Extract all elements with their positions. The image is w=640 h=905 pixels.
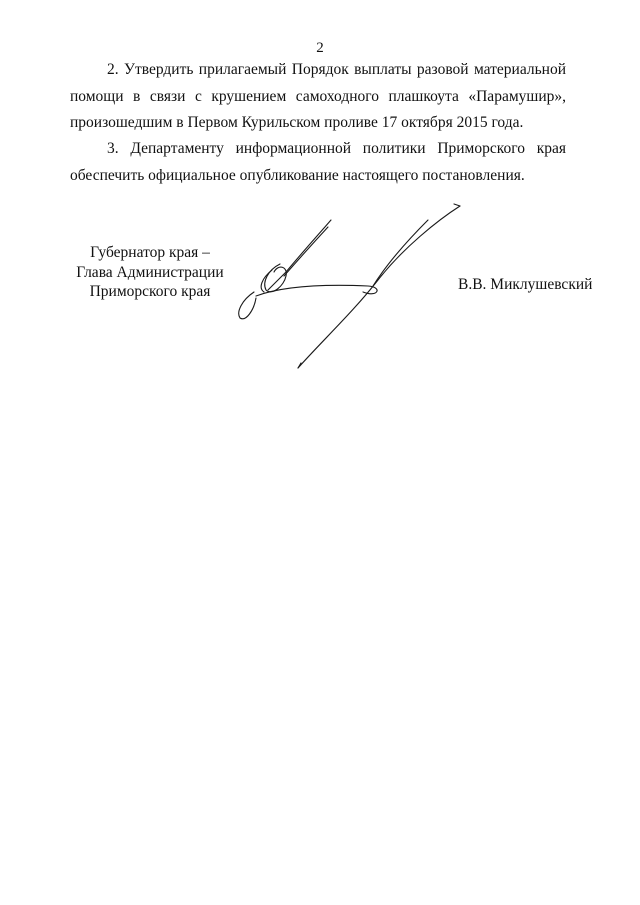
signatory-title-line: Глава Администрации [76,263,224,281]
paragraph-line: произошедшим в Первом Курильском проливе 17 октября 2015 года. [70,114,524,131]
handwritten-signature [228,200,478,375]
signatory-title [60,243,240,302]
signatory-title-line: Губернатор края – [90,244,210,261]
signer-name: В.В. Миклушевский [458,276,593,293]
signatory-title-line: Приморского края [89,283,211,300]
page-number: 2 [316,40,324,56]
paragraph-3 [70,136,566,189]
paragraph-line: 3. Департаменту информационной политики Приморского края [107,140,566,157]
paragraph-2 [70,57,566,137]
paragraph-line: 2. Утвердить прилагаемый Порядок выплаты разовой материальной [107,61,566,78]
paragraph-line: помощи в связи с крушением самоходного плашкоута «Парамушир», [70,87,566,105]
paragraph-line: обеспечить официальное опубликование настоящего постановления. [70,166,525,184]
